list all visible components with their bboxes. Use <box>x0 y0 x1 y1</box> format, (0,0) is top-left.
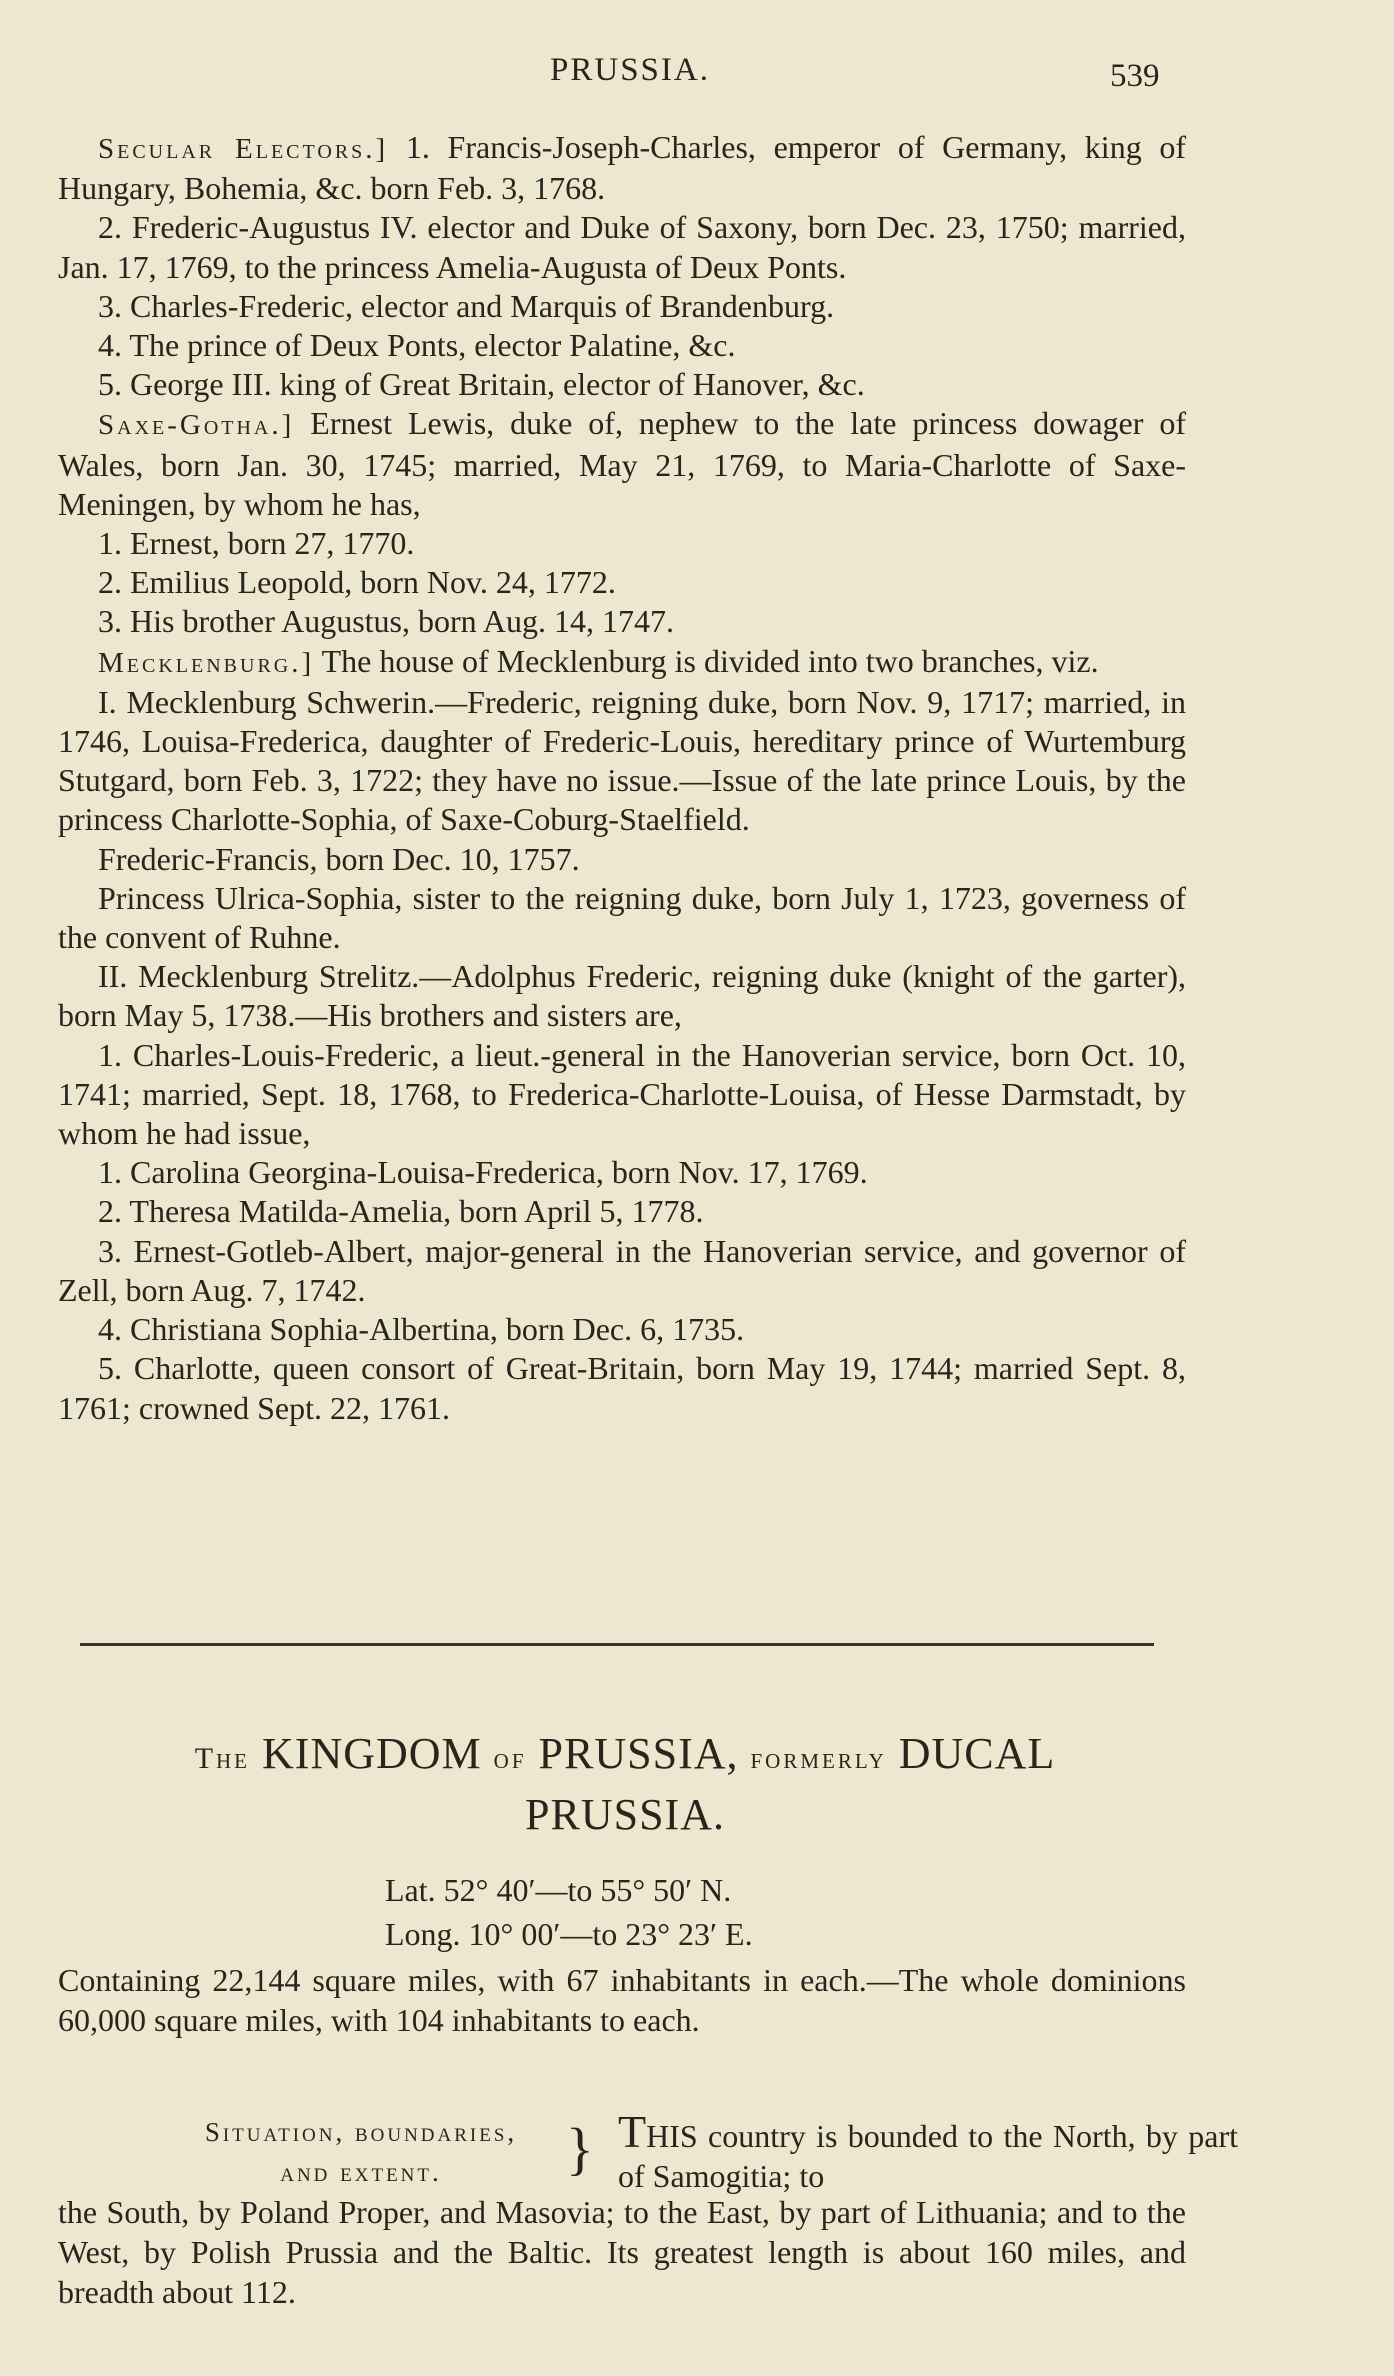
entry-text: 1. Ernest, born 27, 1770. <box>98 525 415 562</box>
entry-text: 2. Emilius Leopold, born Nov. 24, 1772. <box>98 564 616 601</box>
situation-text-top <box>618 2106 1238 2196</box>
running-head <box>0 52 1394 102</box>
drop-cap: T <box>618 2106 647 2157</box>
paragraph <box>58 1192 1186 1231</box>
paragraph <box>58 683 1186 840</box>
paragraph <box>58 208 1186 286</box>
entry-text: 1. Carolina Georgina-Louisa-Frederica, born Nov. 17, 1769. <box>98 1154 868 1191</box>
running-title: PRUSSIA. <box>550 52 710 88</box>
latitude: Lat. 52° 40′—to 55° 50′ N. <box>385 1872 732 1908</box>
brace: } <box>566 2116 594 2181</box>
situation-text-rest: the South, by Poland Proper, and Masovia; to the East, by part of Lithuania; and to the West, by Polish Prussia and the Baltic. Its greatest length is about 160 miles, and breadth about 112. <box>58 2194 1186 2310</box>
section-title-line2: PRUSSIA. <box>525 1790 725 1839</box>
entry-text: I. Mecklenburg Schwerin.—Frederic, reigning duke, born Nov. 9, 1717; married, in 1746, Louisa-Frederica, daughter of Frederic-Louis, hereditary prince of Wurtemburg Stutgard, born Feb. 3, 1722; they have no issue.—Issue of the late prince Louis, by the princess Charlotte-Sophia, of Saxe-Coburg-Staelfield. <box>58 683 1186 838</box>
title-word-of: of <box>493 1742 527 1775</box>
area-statement: Containing 22,144 square miles, with 67 inhabitants in each.—The whole dominions 60,000 square miles, with 104 inhabitants to each. <box>58 1962 1186 2038</box>
title-word-formerly: formerly <box>750 1742 887 1775</box>
paragraph <box>58 602 1186 641</box>
situation-heading-line1: Situation, boundaries, <box>204 2117 518 2147</box>
title-word-prussia: PRUSSIA, <box>538 1729 739 1778</box>
paragraph <box>58 1232 1186 1310</box>
paragraph <box>58 840 1186 879</box>
paragraph <box>58 563 1186 602</box>
coordinates <box>385 1868 753 1956</box>
entry-text: 4. Christiana Sophia-Albertina, born Dec. 6, 1735. <box>98 1311 745 1348</box>
paragraph <box>58 1153 1186 1192</box>
paragraph <box>58 326 1186 365</box>
entry-text: 1. Charles-Louis-Frederic, a lieut.-general in the Hanoverian service, born Oct. 10, 1741; married, Sept. 18, 1768, to Frederica-Charlotte-Louisa, of Hesse Darmstadt, by whom he had issue, <box>58 1036 1186 1152</box>
situation-heading <box>96 2112 626 2192</box>
entry-text: 5. Charlotte, queen consort of Great-Britain, born May 19, 1744; married Sept. 8, 1761; crowned Sept. 22, 1761. <box>58 1350 1186 1426</box>
section-divider <box>80 1643 1154 1646</box>
entry-text: The house of Mecklenburg is divided into two branches, viz. <box>321 642 1099 679</box>
entry-text: 3. Ernest-Gotleb-Albert, major-general in the Hanoverian service, and governor of Zell, born Aug. 7, 1742. <box>58 1232 1186 1308</box>
section-title <box>60 1726 1190 1843</box>
entry-heading: Saxe-Gotha.] <box>98 409 295 442</box>
entry-text: 4. The prince of Deux Ponts, elector Palatine, &c. <box>98 327 736 364</box>
paragraph <box>58 879 1186 957</box>
paragraph <box>58 957 1186 1035</box>
paragraph <box>58 1310 1186 1349</box>
entry-text: 5. George III. king of Great Britain, elector of Hanover, &c. <box>98 366 865 403</box>
entry-text: 2. Theresa Matilda-Amelia, born April 5, 1778. <box>98 1193 704 1230</box>
paragraph <box>58 524 1186 563</box>
entry-text: II. Mecklenburg Strelitz.—Adolphus Frederic, reigning duke (knight of the garter), born May 5, 1738.—His brothers and sisters are, <box>58 958 1186 1034</box>
entry-text: 3. Charles-Frederic, elector and Marquis of Brandenburg. <box>98 287 835 324</box>
title-word-the: The <box>194 1742 251 1775</box>
paragraph <box>58 1036 1186 1154</box>
entry-text: Princess Ulrica-Sophia, sister to the reigning duke, born July 1, 1723, governess of the convent of Ruhne. <box>58 879 1186 956</box>
paragraph <box>58 365 1186 404</box>
entry-heading: Mecklenburg.] <box>98 646 315 679</box>
paragraph <box>58 642 1186 683</box>
paragraph <box>58 1349 1186 1427</box>
entry-text: 1. Francis-Joseph-Charles, emperor of Germany, king of Hungary, Bohemia, &c. born Feb. 3, 1768. <box>58 129 1187 207</box>
section-title-line1 <box>60 1726 1190 1787</box>
electors-section <box>58 128 1186 1428</box>
situation-text-first: HIS country is bounded to the North, by part of Samogitia; to <box>618 2118 1238 2194</box>
entry-text: Frederic-Francis, born Dec. 10, 1757. <box>98 840 580 877</box>
entry-text: 3. His brother Augustus, born Aug. 14, 1747. <box>98 603 674 640</box>
paragraph <box>58 128 1186 208</box>
title-word-ducal: DUCAL <box>898 1729 1056 1778</box>
entry-text: 2. Frederic-Augustus IV. elector and Duke of Saxony, born Dec. 23, 1750; married, Jan. 17, 1769, to the princess Amelia-Augusta of Deux Ponts. <box>58 209 1186 285</box>
title-word-kingdom: KINGDOM <box>262 1729 482 1778</box>
entry-text: Ernest Lewis, duke of, nephew to the late princess dowager of Wales, born Jan. 30, 1745; married, May 21, 1769, to Maria-Charlotte of Saxe-Meningen, by whom he has, <box>58 405 1187 522</box>
paragraph <box>58 404 1186 524</box>
situation-heading-line2: and extent. <box>280 2157 442 2187</box>
page-number: 539 <box>1110 58 1160 94</box>
paragraph <box>58 287 1186 326</box>
longitude: Long. 10° 00′—to 23° 23′ E. <box>385 1916 753 1952</box>
entry-heading: Secular Electors.] <box>98 133 389 165</box>
